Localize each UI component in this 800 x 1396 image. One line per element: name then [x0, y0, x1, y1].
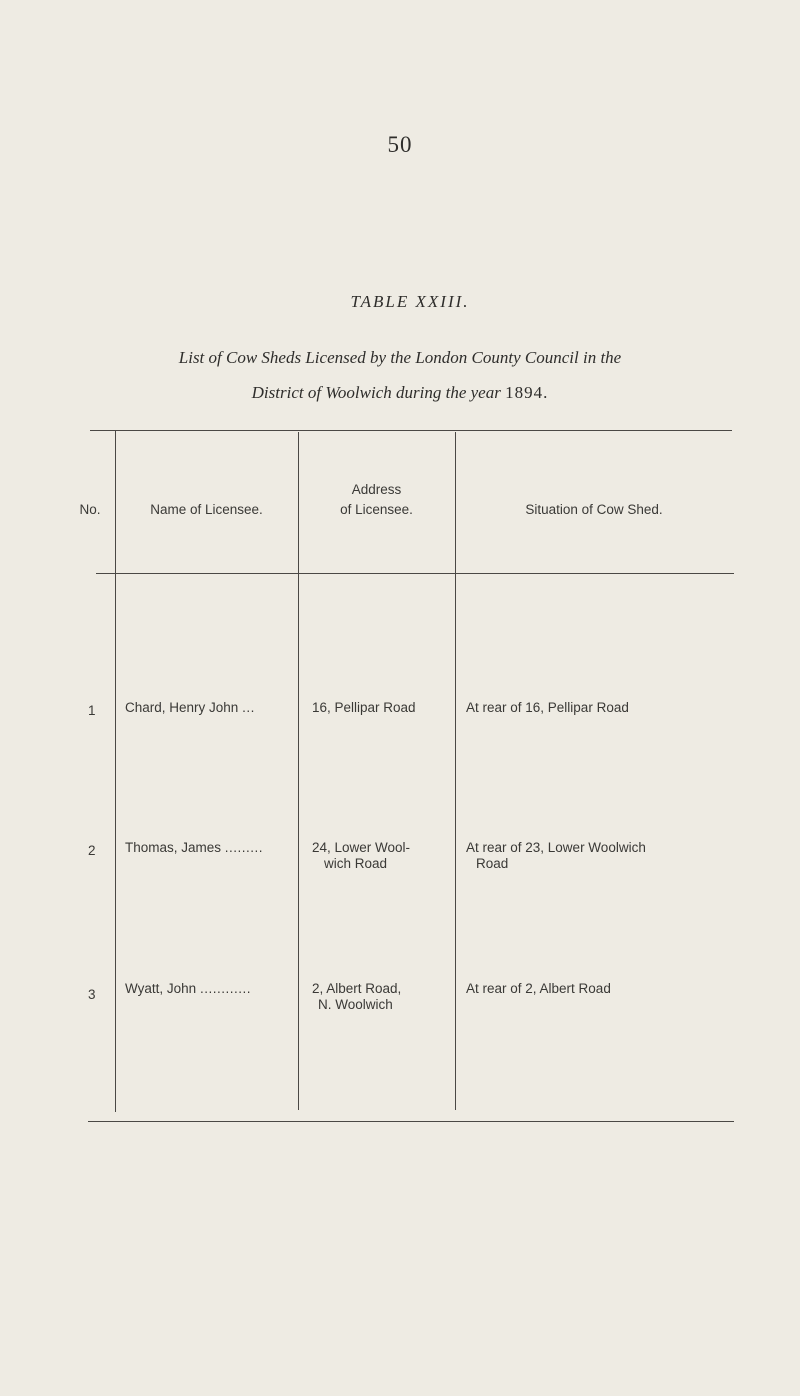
column-divider-3	[455, 432, 456, 1110]
row-3-address-line-2: N. Woolwich	[318, 997, 393, 1012]
row-1-address	[312, 700, 416, 716]
row-1-no: 1	[88, 703, 96, 718]
row-1-name-leader: ...	[242, 700, 255, 715]
row-2-name	[125, 840, 263, 856]
row-1-situation-line-1: At rear of 16, Pellipar Road	[466, 700, 629, 715]
row-2-address-line-2: wich Road	[324, 856, 388, 871]
caption-line-2	[0, 375, 800, 410]
row-2-address-line-1: 24, Lower Wool-	[312, 840, 411, 855]
page-number: 50	[387, 132, 413, 157]
caption-line-2-text: District of Woolwich during the year	[251, 383, 501, 402]
row-3-name	[125, 981, 251, 997]
table-top-rule	[90, 430, 732, 431]
table-caption	[0, 340, 800, 410]
header-address-line-1: Address	[351, 482, 402, 497]
row-2-situation-line-2: Road	[476, 856, 509, 871]
header-situation: Situation of Cow Shed.	[525, 502, 663, 517]
row-2-name-text: Thomas, James	[125, 840, 222, 855]
row-2-name-leader: .........	[224, 840, 264, 855]
row-1-address-line-1: 16, Pellipar Road	[312, 700, 416, 715]
row-3-no: 3	[88, 987, 96, 1002]
header-address-line-2: of Licensee.	[340, 502, 413, 517]
table-title: TABLE XXIII.	[350, 292, 470, 311]
row-2-situation-line-1: At rear of 23, Lower Woolwich	[466, 840, 646, 855]
column-divider-2	[298, 432, 299, 1110]
row-3-situation-line-1: At rear of 2, Albert Road	[466, 981, 611, 996]
row-2-no: 2	[88, 843, 96, 858]
row-3-address	[312, 981, 401, 1013]
header-address	[298, 480, 455, 520]
table-bottom-rule	[88, 1121, 734, 1122]
row-3-name-leader: ............	[199, 981, 251, 996]
row-1-name-text: Chard, Henry John	[125, 700, 239, 715]
row-1-situation	[466, 700, 629, 716]
caption-line-1: List of Cow Sheds Licensed by the London County Council in the	[178, 348, 622, 367]
column-divider-1	[115, 430, 116, 1112]
header-name: Name of Licensee.	[150, 502, 263, 517]
row-1-name	[125, 700, 255, 716]
row-2-address	[312, 840, 410, 872]
row-3-address-line-1: 2, Albert Road,	[312, 981, 402, 996]
header-no: No.	[79, 502, 101, 517]
header-bottom-rule	[96, 573, 734, 574]
caption-year: 1894.	[505, 383, 549, 402]
row-2-situation	[466, 840, 646, 872]
row-3-name-text: Wyatt, John	[125, 981, 197, 996]
row-3-situation	[466, 981, 611, 997]
